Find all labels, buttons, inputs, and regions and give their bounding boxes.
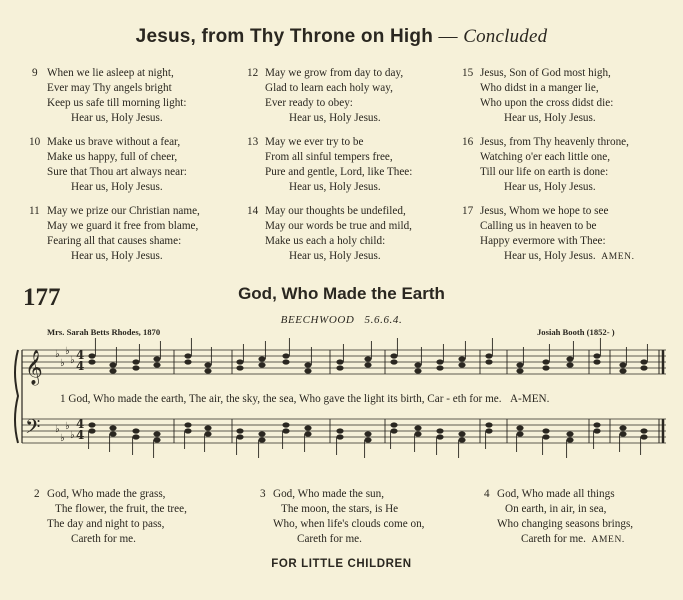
note-head (336, 365, 343, 370)
note-head (619, 425, 626, 430)
note-head (485, 353, 492, 358)
stanza-refrain: Hear us, Holy Jesus. (71, 181, 163, 193)
note-head (132, 365, 139, 370)
stanza-refrain: Hear us, Holy Jesus. (289, 181, 381, 193)
time-signature: 4 (76, 417, 85, 431)
note-head (436, 428, 443, 433)
stanza-line: Happy evermore with Thee: (480, 235, 606, 247)
note-head (485, 359, 492, 364)
note-head (640, 365, 647, 370)
section-footer: FOR LITTLE CHILDREN (271, 558, 412, 570)
flat-sign: ♭ (60, 358, 65, 369)
meter: 5.6.6.4. (364, 314, 403, 326)
note-head (153, 431, 160, 436)
note-head (184, 428, 191, 433)
note-head (458, 431, 465, 436)
note-head (390, 422, 397, 427)
note-head (204, 368, 211, 373)
hymn-number: 177 (23, 284, 61, 311)
stanza-number: 17 (462, 205, 474, 217)
note-head (485, 428, 492, 433)
note-head (390, 428, 397, 433)
amen: AMEN. (591, 535, 625, 545)
stanza-line: May we guard it free from blame, (47, 220, 199, 232)
treble-clef: 𝄞 (25, 350, 43, 385)
hymn-title: God, Who Made the Earth (238, 284, 445, 303)
note-head (593, 422, 600, 427)
stanza-refrain: Hear us, Holy Jesus. (504, 112, 596, 124)
note-head (566, 362, 573, 367)
stanza-line: May our words be true and mild, (265, 220, 412, 232)
stanza-line: Pure and gentle, Lord, like Thee: (265, 166, 413, 178)
page-title-suffix: Concluded (463, 26, 548, 47)
lyric-amen: A-MEN. (509, 393, 550, 405)
stanza-line: When we lie asleep at night, (47, 67, 174, 79)
stanza-line: Jesus, Son of God most high, (480, 67, 611, 79)
note-head (542, 365, 549, 370)
note-head (566, 431, 573, 436)
note-head (109, 431, 116, 436)
page-title-main: Jesus, from Thy Throne on High (135, 26, 434, 47)
note-head (282, 428, 289, 433)
note-head (184, 422, 191, 427)
note-head (516, 431, 523, 436)
stanza-refrain: Careth for me. (71, 533, 136, 545)
bass-clef: 𝄢 (25, 415, 41, 443)
stanza-refrain: Hear us, Holy Jesus. (71, 250, 163, 262)
note-head (236, 359, 243, 364)
note-head (258, 362, 265, 367)
stanza-line: From all sinful tempers free, (265, 151, 393, 163)
stanza-line: Till our life on earth is done: (480, 166, 609, 178)
note-head (304, 368, 311, 373)
note-head (184, 353, 191, 358)
stanza-line: May we prize our Christian name, (47, 205, 200, 217)
note-head (109, 425, 116, 430)
note-head (593, 428, 600, 433)
note-head (109, 362, 116, 367)
stanza-number: 3 (260, 488, 266, 500)
note-head (364, 356, 371, 361)
stanza-line: Jesus, from Thy heavenly throne, (480, 136, 629, 148)
stanza-line: May we ever try to be (265, 136, 364, 148)
note-head (364, 437, 371, 442)
note-head (153, 437, 160, 442)
note-head (258, 356, 265, 361)
note-head (640, 428, 647, 433)
note-head (304, 362, 311, 367)
note-head (436, 434, 443, 439)
stanza-line: Make us happy, full of cheer, (47, 151, 178, 163)
flat-sign: ♭ (65, 346, 70, 357)
note-head (619, 431, 626, 436)
stanza-number: 15 (462, 67, 474, 79)
note-head (236, 434, 243, 439)
stanza-line: May our thoughts be undefiled, (265, 205, 406, 217)
note-head (132, 359, 139, 364)
note-head (593, 353, 600, 358)
note-head (619, 362, 626, 367)
stanza-refrain: Hear us, Holy Jesus. (71, 112, 163, 124)
note-head (516, 425, 523, 430)
note-head (236, 428, 243, 433)
note-head (336, 434, 343, 439)
stanza-number: 9 (32, 67, 38, 79)
stanza-number: 14 (247, 205, 259, 217)
note-head (282, 353, 289, 358)
stanza-line: Ever ready to obey: (265, 97, 353, 109)
note-head (640, 359, 647, 364)
stanza-refrain (497, 532, 633, 548)
stanza-line: May we grow from day to day, (265, 67, 404, 79)
note-head (390, 359, 397, 364)
note-head (458, 362, 465, 367)
note-head (458, 356, 465, 361)
note-head (304, 425, 311, 430)
note-head (184, 359, 191, 364)
stanza-3 (260, 487, 425, 547)
stanza-number: 16 (462, 136, 474, 148)
time-signature: 4 (76, 359, 85, 373)
note-head (258, 431, 265, 436)
note-head (414, 425, 421, 430)
stanza-line: Who, when life's clouds come on, (273, 518, 425, 530)
note-head (153, 356, 160, 361)
note-head (436, 365, 443, 370)
note-head (390, 353, 397, 358)
page-title-dash: — (438, 26, 458, 47)
stanza-number: 10 (29, 136, 41, 148)
note-head (88, 428, 95, 433)
note-head (364, 362, 371, 367)
flat-sign: ♭ (70, 430, 75, 441)
note-head (88, 422, 95, 427)
note-head (336, 428, 343, 433)
stanza-line: Sure that Thou art always near: (47, 166, 187, 178)
stanza-line: Jesus, Whom we hope to see (480, 205, 609, 217)
stanza-refrain: Hear us, Holy Jesus. (289, 112, 381, 124)
stanza-line: The day and night to pass, (47, 518, 165, 530)
note-head (619, 368, 626, 373)
stanza-refrain: Careth for me. (297, 533, 362, 545)
amen: AMEN. (601, 252, 635, 262)
stanza-2 (34, 487, 187, 547)
note-head (516, 368, 523, 373)
note-head (542, 434, 549, 439)
note-head (542, 428, 549, 433)
stanza-line: The flower, the fruit, the tree, (55, 503, 187, 515)
note-head (458, 437, 465, 442)
stanza-line: On earth, in air, in sea, (505, 503, 607, 515)
stanza-line: Ever may Thy angels bright (47, 82, 172, 94)
stanza-line: Who changing seasons brings, (497, 518, 634, 530)
note-head (566, 437, 573, 442)
refrain-text: Hear us, Holy Jesus. (504, 250, 596, 262)
stanza-line: God, Who made the sun, (273, 488, 385, 500)
note-head (153, 362, 160, 367)
stanza-line: Who didst in a manger lie, (480, 82, 599, 94)
note-head (485, 422, 492, 427)
stanza-number: 11 (29, 205, 40, 217)
time-signature: 4 (76, 428, 85, 442)
time-signature: 4 (76, 348, 85, 362)
stanza-number: 2 (34, 488, 40, 500)
stanza-refrain: Hear us, Holy Jesus. (504, 181, 596, 193)
note-head (258, 437, 265, 442)
note-head (236, 365, 243, 370)
note-head (204, 425, 211, 430)
note-head (640, 434, 647, 439)
flat-sign: ♭ (60, 433, 65, 444)
note-head (364, 431, 371, 436)
stanza-number: 13 (247, 136, 259, 148)
flat-sign: ♭ (70, 355, 75, 366)
note-head (109, 368, 116, 373)
stanza-line: Keep us safe till morning light: (47, 97, 187, 109)
flat-sign: ♭ (55, 424, 60, 435)
note-head (516, 362, 523, 367)
brace (15, 350, 18, 443)
note-head (88, 359, 95, 364)
note-head (132, 428, 139, 433)
flat-sign: ♭ (65, 421, 70, 432)
stanza-line: Make us each a holy child: (265, 235, 386, 247)
note-head (593, 359, 600, 364)
stanza-line: Watching o'er each little one, (480, 151, 611, 163)
refrain-text: Careth for me. (521, 533, 586, 545)
note-head (414, 431, 421, 436)
lyric-text: 1 God, Who made the earth, The air, the sky, the sea, Who gave the light its birth, Car - eth for me. (60, 393, 502, 405)
stanza-number: 12 (247, 67, 259, 79)
note-head (336, 359, 343, 364)
note-head (282, 359, 289, 364)
note-head (132, 434, 139, 439)
note-head (88, 353, 95, 358)
note-head (414, 362, 421, 367)
note-head (414, 368, 421, 373)
stanza-line: Who upon the cross didst die: (480, 97, 614, 109)
stanza-number: 4 (484, 488, 490, 500)
stanza-4 (484, 487, 634, 548)
note-head (566, 356, 573, 361)
note-head (204, 362, 211, 367)
note-head (304, 431, 311, 436)
stanza-line: Fearing all that causes shame: (47, 235, 182, 247)
tune-name: BEECHWOOD (280, 314, 355, 326)
composer-credit: Josiah Booth (1852- ) (537, 327, 615, 337)
note-head (204, 431, 211, 436)
stanza-line: Calling us in heaven to be (480, 220, 597, 232)
note-head (542, 359, 549, 364)
note-head (282, 422, 289, 427)
author-credit: Mrs. Sarah Betts Rhodes, 1870 (47, 327, 161, 337)
note-head (436, 359, 443, 364)
flat-sign: ♭ (55, 349, 60, 360)
lyric-line (60, 393, 549, 405)
stanza-line: The moon, the stars, is He (281, 503, 399, 515)
stanza-line: God, Who made all things (497, 488, 615, 500)
stanza-refrain: Hear us, Holy Jesus. (289, 250, 381, 262)
stanza-line: Glad to learn each holy way, (265, 82, 393, 94)
stanza-line: Make us brave without a fear, (47, 136, 181, 148)
stanza-line: God, Who made the grass, (47, 488, 166, 500)
